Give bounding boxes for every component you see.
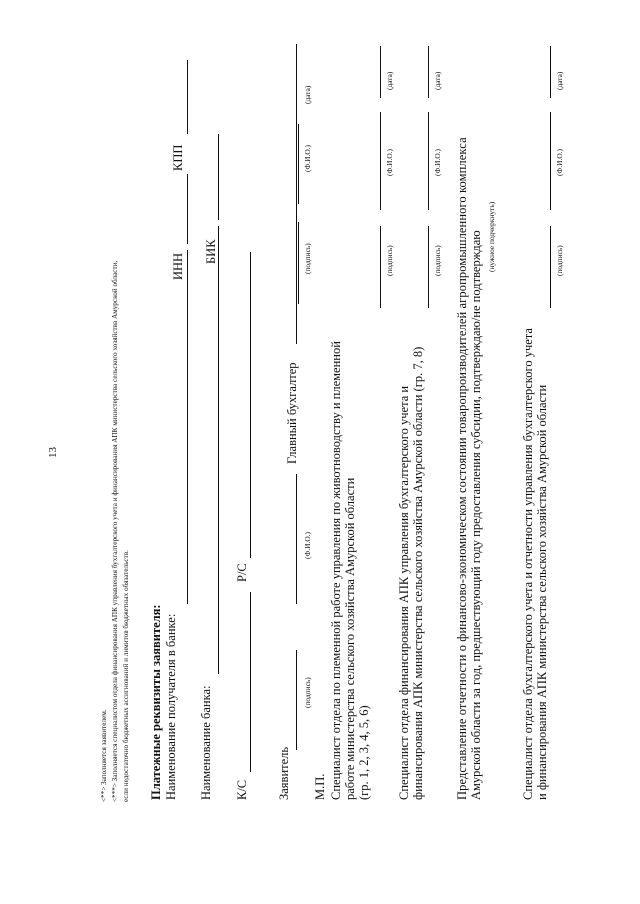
accounting-signature-caption: (подпись): [555, 245, 564, 276]
applicant-signature-caption: (подпись): [303, 677, 312, 708]
bik-line: [218, 134, 219, 220]
specialist-breeding-line-2: работе министерства сельского хозяйства Амурской области: [343, 477, 357, 800]
accounting-fio-line: [550, 112, 551, 210]
bank-name-label: Наименование банка:: [199, 685, 213, 800]
kpp-label: КПП: [171, 144, 185, 171]
page-number: 13: [47, 447, 59, 458]
payment-heading: Платежные реквизиты заявителя:: [149, 604, 163, 800]
finance-signature-line: [428, 226, 429, 308]
specialist-finance-line-2: финансирования АПК министерства сельского хозяйства Амурской области (гр. 7, 8): [411, 346, 425, 800]
breeding-fio-line: [380, 112, 381, 210]
finance-fio-line: [428, 112, 429, 210]
kpp-line: [187, 60, 188, 134]
applicant-sign2-caption: (подпись): [303, 243, 312, 274]
specialist-breeding-line-3: (гр. 1, 2, 3, 4, 5, 6): [357, 705, 371, 800]
specialist-breeding-line-1: Специалист отдела по племенной работе управления по животноводству и племенной: [329, 341, 343, 800]
applicant-fio2-line: [298, 124, 299, 204]
applicant-fio-caption: (Ф.И.О.): [303, 532, 312, 559]
bank-name-line: [218, 226, 219, 674]
ks-line: [250, 592, 251, 772]
applicant-fio2-caption: (Ф.И.О.): [303, 145, 312, 172]
ks-label: К/С: [235, 779, 249, 800]
breeding-date-line: [380, 46, 381, 98]
specialist-accounting-line-2: и финансирования АПК министерства сельского хозяйства Амурской области: [535, 384, 549, 800]
footnote-line-1: <**> Заполняется заявителем.: [100, 709, 108, 802]
bik-label: БИК: [204, 239, 218, 264]
mp-stamp-label: М.П.: [313, 773, 327, 800]
applicant-signature-line: [296, 650, 297, 750]
finance-signature-caption: (подпись): [433, 245, 442, 276]
applicant-label: Заявитель: [277, 746, 291, 800]
recipient-bank-label: Наименование получателя в банке:: [164, 613, 178, 800]
breeding-date-caption: (дата): [385, 71, 394, 90]
reporting-note: (нужное подчеркнуть): [487, 201, 496, 272]
accounting-date-line: [550, 46, 551, 98]
finance-date-caption: (дата): [433, 71, 442, 90]
finance-fio-caption: (Ф.И.О.): [433, 149, 442, 176]
inn-line: [187, 174, 188, 244]
specialist-accounting-line-1: Специалист отдела бухгалтерского учета и отчетности управления бухгалтерского учета: [521, 328, 535, 800]
recipient-bank-line: [187, 250, 188, 604]
chief-accountant-label: Главный бухгалтер: [285, 362, 299, 464]
accounting-signature-line: [550, 226, 551, 308]
rs-label: Р/С: [235, 563, 249, 582]
inn-label: ИНН: [171, 252, 185, 280]
reporting-line-2: Амурской области за год, предшествующий году предоставления субсидии, подтверждаю/не подтверждаю: [469, 230, 483, 800]
breeding-fio-caption: (Ф.И.О.): [385, 149, 394, 176]
applicant-fio-line: [296, 474, 297, 604]
specialist-finance-line-1: Специалист отдела финансирования АПК управления бухгалтерского учета и: [397, 385, 411, 800]
rs-line: [250, 252, 251, 558]
footnote-line-3: если недостаточно бюджетных ассигнований и лимитов бюджетных обязательств.: [122, 550, 130, 802]
breeding-signature-line: [380, 226, 381, 308]
reporting-line-1: Представление отчетности о финансово-экономическом состоянии товаропроизводителей агропромышленного комплекса: [455, 137, 469, 800]
footnote-line-2: <***> Заполняется специалистом отдела финансирования АПК управления бухгалтерского учета и финансирования АПК министерства сельского хозяйства Амурской области,: [111, 260, 119, 802]
applicant-date-caption: (дата): [303, 85, 312, 104]
accounting-date-caption: (дата): [555, 71, 564, 90]
accounting-fio-caption: (Ф.И.О.): [555, 149, 564, 176]
finance-date-line: [428, 46, 429, 98]
breeding-signature-caption: (подпись): [385, 245, 394, 276]
chief-accountant-line: [296, 44, 297, 344]
applicant-sign2-line: [298, 222, 299, 304]
